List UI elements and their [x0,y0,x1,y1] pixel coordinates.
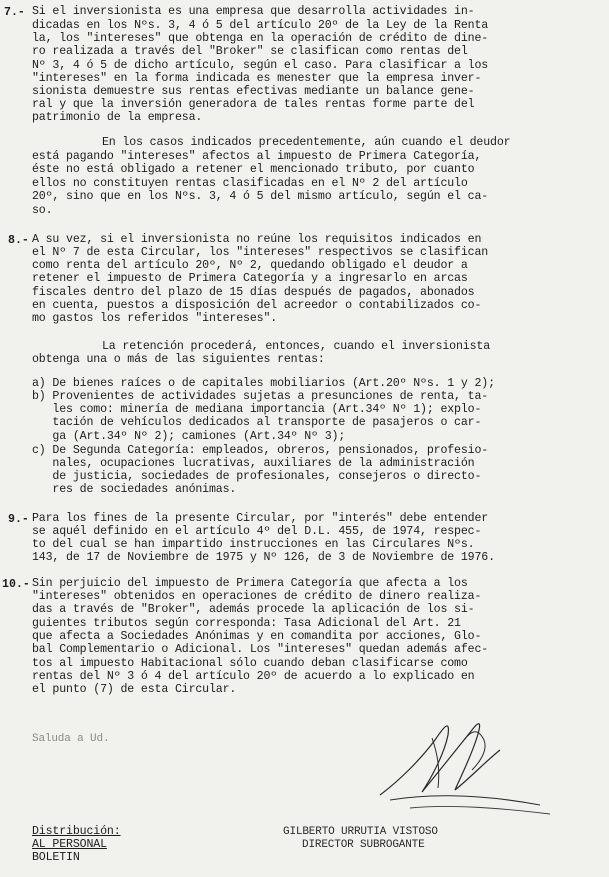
section-10-line: guientes tributos según corresponda: Tasa Adicional del Art. 21 [32,617,461,630]
section-7-line: ral y que la inversión generadora de tales rentas forme parte del [32,98,475,111]
section-7-para2-line: 20º, sino que en los Nºs. 3, 4 ó 5 del mismo artículo, según el ca- [32,190,489,203]
section-8-line: el Nº 7 de esta Circular, los "intereses" respectivos se clasifican [32,246,489,259]
section-10-line: "intereses" obtenidos en operaciones de crédito de dinero realiza- [32,590,482,603]
distribution-item: AL PERSONAL [32,838,107,851]
section-7-line: "intereses" en la forma indicada es menester que la empresa inver- [32,72,482,85]
section-8-item: ga (Art.34º Nº 2); camiones (Art.34º Nº 3); [32,430,346,443]
section-7-para2-line: so. [32,204,53,217]
section-7-para2-line: En los casos indicados precedentemente, aún cuando el deudor [102,136,511,149]
distribution-title: Distribución: [32,825,121,838]
section-9-number: 9.- [8,513,29,526]
section-10-number: 10.- [2,578,30,591]
distribution-item: BOLETIN [32,851,80,864]
section-8-item: les como: minería de mediana importancia (Art.34º Nº 1); explo- [32,403,482,416]
section-10-line: bal Complementario o Adicional. Los "intereses" quedan además afec- [32,643,489,656]
closing-salutation: Saluda a Ud. [32,733,110,745]
section-8-para2-line: obtenga una o más de las siguientes rentas: [32,353,325,366]
section-7-line: dicadas en los Nºs. 3, 4 ó 5 del artículo 20º de la Ley de la Renta [32,19,489,32]
section-7-para2-line: ellos no constituyen rentas clasificadas en el Nº 2 del artículo [32,177,468,190]
section-8-item: c) De Segunda Categoría: empleados, obreros, pensionados, profesio- [32,444,489,457]
signatory-name: GILBERTO URRUTIA VISTOSO [283,826,438,838]
section-8-line: en cuenta, puestos a disposición del acreedor o contabilizados co- [32,299,482,312]
signatory-title: DIRECTOR SUBROGANTE [302,839,425,851]
section-8-para2-line: La retención procederá, entonces, cuando el inversionista [102,340,491,353]
section-8-item: nales, ocupaciones lucrativas, auxiliares de la administración [32,457,475,470]
section-7-para2-line: está pagando "intereses" afectos al impuesto de Primera Categoría, [32,150,482,163]
section-10-line: el punto (7) de esta Circular. [32,683,237,696]
section-9-line: to del cual se han impartido instrucciones en las Circulares Nºs. [32,538,475,551]
section-7-line: Si el inversionista es una empresa que desarrolla actividades in- [32,5,475,18]
section-8-item: b) Provenientes de actividades sujetas a presunciones de renta, ta- [32,390,489,403]
section-7-line: patrimonio de la empresa. [32,111,203,124]
section-8-item: a) De bienes raíces o de capitales mobiliarios (Art.20º Nºs. 1 y 2); [32,377,495,390]
section-10-line: que afecta a Sociedades Anónimas y en comandita por acciones, Glo- [32,630,482,643]
section-8-item: de justicia, sociedades de profesionales, consejeros o directo- [32,470,482,483]
section-10-line: tos al impuesto Habitacional sólo cuando deban clasificarse como [32,657,468,670]
section-8-item: tación de vehículos dedicados al transporte de pasajeros o car- [32,416,482,429]
section-9-line: 143, de 17 de Noviembre de 1975 y Nº 126, de 3 de Noviembre de 1976. [32,551,495,564]
section-7-line: Nº 3, 4 ó 5 de dicho artículo, según el caso. Para clasificar a los [32,59,489,72]
section-8-line: retener el impuesto de Primera Categoría y a ingresarlo en arcas [32,272,468,285]
section-7-line: sionista demuestre sus rentas efectivas mediante un balance gene- [32,85,475,98]
section-8-line: A su vez, si el inversionista no reúne los requisitos indicados en [32,233,482,246]
section-7-number: 7.- [4,6,25,19]
section-8-line: fiscales dentro del plazo de 15 días después de pagados, abonados [32,286,475,299]
section-8-item: res de sociedades anónimas. [32,483,237,496]
section-10-line: Sin perjuicio del impuesto de Primera Categoría que afecta a los [32,577,468,590]
section-7-para2-line: éste no está obligado a retener el mencionado tributo, por cuanto [32,163,475,176]
section-8-line: mo gastos los referidos "intereses". [32,312,278,325]
section-8-line: como renta del artículo 20º, Nº 2, quedando obligado el deudor a [32,259,468,272]
section-9-line: se aquél definido en el artículo 4º del D.L. 455, de 1974, respec- [32,525,482,538]
section-7-line: ro realizada a través del "Broker" se clasifican como rentas del [32,45,468,58]
section-7-line: la, los "intereses" que obtenga en la operación de crédito de dine- [32,32,489,45]
section-10-line: rentas del Nº 3 ó 4 del artículo 20º de acuerdo a lo explicado en [32,670,475,683]
section-8-number: 8.- [8,234,29,247]
handwritten-signature [360,700,560,820]
section-9-line: Para los fines de la presente Circular, por "interés" debe entender [32,512,489,525]
section-10-line: das a través de "Broker", además procede la aplicación de los si- [32,603,475,616]
